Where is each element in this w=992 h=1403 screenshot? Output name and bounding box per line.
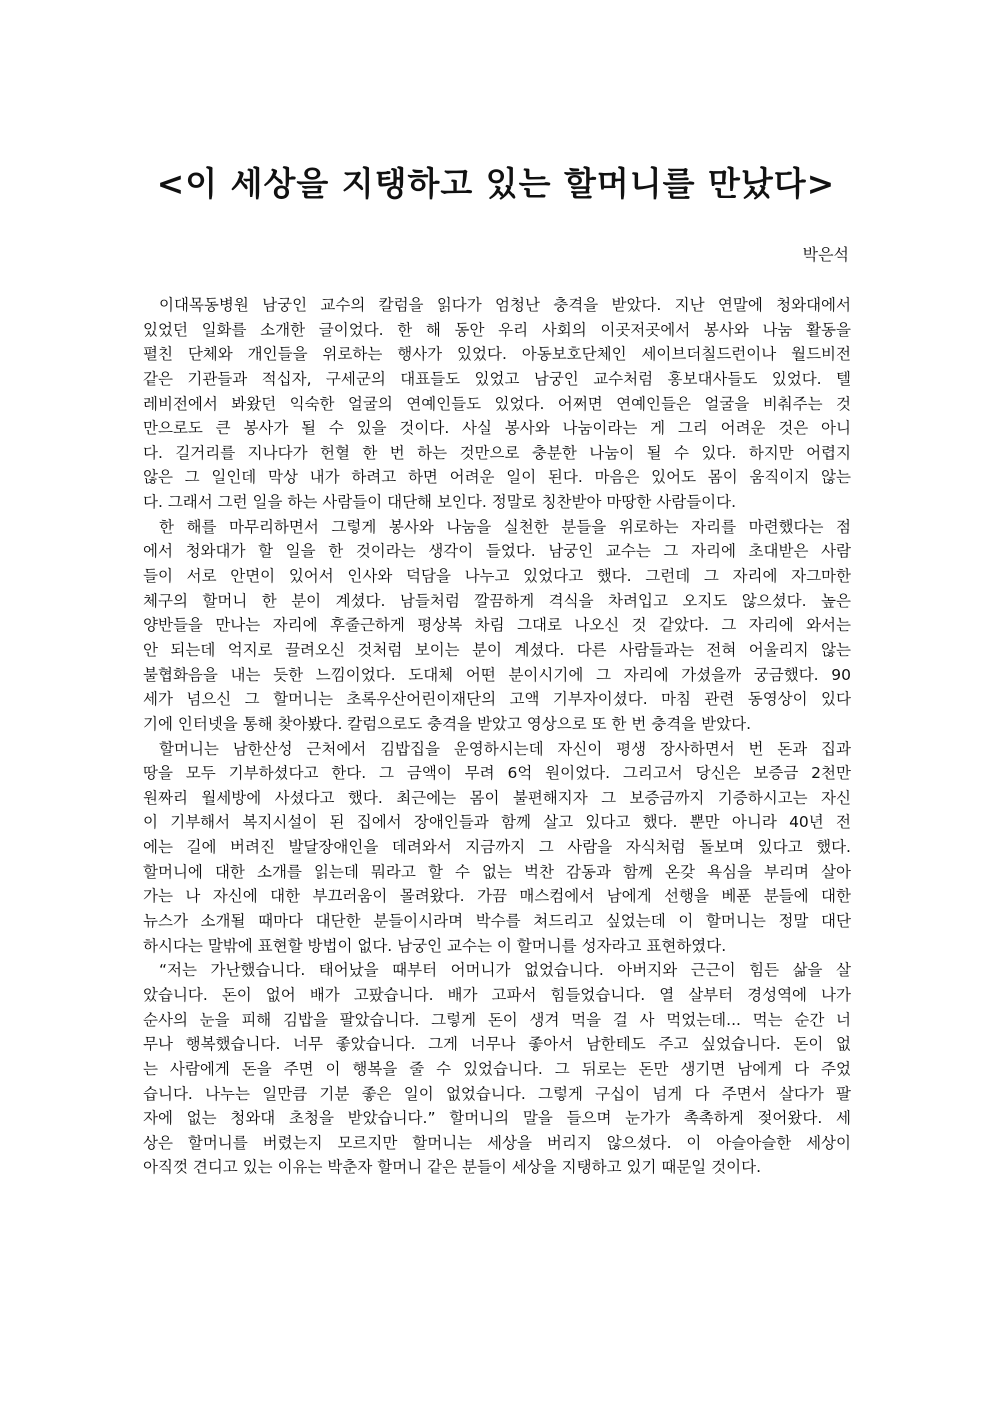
document-title: <이 세상을 지탱하고 있는 할머니를 만났다>: [156, 164, 836, 203]
paragraph-line: 양반들을 만나는 자리에 후줄근하게 평상복 차림 그대로 나오신 것 같았다. 그 자리에 와서는: [143, 616, 851, 635]
paragraph-line: 이 기부해서 복지시설이 된 집에서 장애인들과 함께 살고 있다고 했다. 뿐만 아니라 40년 전: [143, 813, 851, 832]
paragraph-line: 할머니에 대한 소개를 읽는데 뭐라고 할 수 없는 벅찬 감동과 함께 온갖 욕심을 부리며 살아: [143, 862, 851, 881]
paragraph-line: 상은 할머니를 버렸는지 모르지만 할머니는 세상을 버리지 않으셨다. 이 아슬아슬한 세상이: [143, 1133, 851, 1152]
paragraph-line: 는 사람에게 돈을 주면 이 행복을 줄 수 있었습니다. 그 뒤로는 돈만 생기면 남에게 다 주었: [143, 1059, 851, 1078]
paragraph-line: 하시다는 말밖에 표현할 방법이 없다. 남궁인 교수는 이 할머니를 성자라고 표현하였다.: [143, 936, 727, 955]
paragraph-line: 이대목동병원 남궁인 교수의 칼럼을 읽다가 엄청난 충격을 받았다. 지난 연말에 청와대에서: [159, 296, 851, 314]
paragraph-line: 다. 그래서 그런 일을 하는 사람들이 대단해 보인다. 정말로 칭찬받아 마땅한 사람들이다.: [143, 493, 737, 512]
paragraph-line: 기에 인터넷을 통해 찾아봤다. 칼럼으로도 충격을 받았고 영상으로 또 한 번 충격을 받았다.: [143, 714, 752, 733]
paragraph-line: 같은 기관들과 적십자, 구세군의 대표들도 있었고 남궁인 교수처럼 홍보대사들도 있었다. 텔: [143, 369, 851, 388]
paragraph-line: 땅을 모두 기부하셨다고 한다. 그 금액이 무려 6억 원이었다. 그리고서 당신은 보증금 2천만: [143, 764, 851, 783]
paragraph-line: 않은 그 일인데 막상 내가 하려고 하면 어려운 일이 된다. 마음은 있어도 몸이 움직이지 않는: [143, 468, 851, 487]
paragraph-line: 다. 길거리를 지나다가 헌혈 한 번 하는 것만으로 충분한 나눔이 될 수 있다. 하지만 어렵지: [143, 443, 851, 462]
paragraph-line: 들이 서로 안면이 있어서 인사와 덕담을 나누고 있었다고 했다. 그런데 그 자리에 자그마한: [143, 567, 851, 586]
paragraph-line: 뉴스가 소개될 때마다 대단한 분들이시라며 박수를 쳐드리고 싶었는데 이 할머니는 정말 대단: [143, 912, 851, 931]
paragraph-line: 한 해를 마무리하면서 그렇게 봉사와 나눔을 실천한 분들을 위로하는 자리를 마련했다는 점: [159, 517, 851, 536]
paragraph-line: 에서 청와대가 할 일을 한 것이라는 생각이 들었다. 남궁인 교수는 그 자리에 초대받은 사람: [143, 542, 851, 561]
paragraph-line: 무나 행복했습니다. 너무 좋았습니다. 그게 너무나 좋아서 남한테도 주고 싶었습니다. 돈이 없: [143, 1035, 851, 1054]
paragraph-line: 아직껏 견디고 있는 이유는 박춘자 할머니 같은 분들이 세상을 지탱하고 있기 때문일 것이다.: [143, 1158, 762, 1177]
paragraph-line: 원짜리 월세방에 사셨다고 했다. 최근에는 몸이 불편해지자 그 보증금까지 기증하시고는 자신: [143, 788, 851, 807]
paragraph-line: 있었던 일화를 소개한 글이었다. 한 해 동안 우리 사회의 이곳저곳에서 봉사와 나눔 활동을: [143, 320, 851, 339]
paragraph-line: 안 되는데 억지로 끌려오신 것처럼 보이는 분이 계셨다. 다른 사람들과는 전혀 어울리지 않는: [143, 640, 851, 659]
paragraph-line: 에는 길에 버려진 발달장애인을 데려와서 지금까지 그 사람을 자식처럼 돌보며 있다고 했다.: [143, 838, 851, 857]
document-body: [143, 293, 851, 1180]
paragraph-line: 레비전에서 봐왔던 익숙한 얼굴의 연예인들도 있었다. 어쩌면 연예인들은 얼굴을 비춰주는 것: [143, 394, 851, 413]
paragraph-line: 가는 나 자신에 대한 부끄러움이 몰려왔다. 가끔 매스컴에서 남에게 선행을 베푼 분들에 대한: [143, 887, 851, 906]
paragraph-line: 세가 넘으신 그 할머니는 초록우산어린이재단의 고액 기부자이셨다. 마침 관련 동영상이 있다: [143, 690, 851, 709]
paragraph-line: 펼친 단체와 개인들을 위로하는 행사가 있었다. 아동보호단체인 세이브더칠드런이나 월드비전: [143, 345, 851, 364]
paragraph-line: 았습니다. 돈이 없어 배가 고팠습니다. 배가 고파서 힘들었습니다. 열 살부터 경성역에 나가: [143, 985, 851, 1004]
author-name: 박은석: [802, 245, 849, 264]
paragraph-line: “저는 가난했습니다. 태어났을 때부터 어머니가 없었습니다. 아버지와 근근이 힘든 삶을 살: [159, 961, 851, 980]
paragraph-line: 만으로도 큰 봉사가 될 수 있을 것이다. 사실 봉사와 나눔이라는 게 그리 어려운 것은 아니: [143, 419, 851, 438]
paragraph-line: 자에 없는 청와대 초청을 받았습니다.” 할머니의 말을 들으며 눈가가 촉촉하게 젖어왔다. 세: [143, 1109, 851, 1128]
paragraph-line: 불협화음을 내는 듯한 느낌이었다. 도대체 어떤 분이시기에 그 자리에 가셨을까 궁금했다. 90: [143, 665, 851, 684]
paragraph-line: 할머니는 남한산성 근처에서 김밥집을 운영하시는데 자신이 평생 장사하면서 번 돈과 집과: [159, 739, 851, 758]
paragraph-line: 체구의 할머니 한 분이 계셨다. 남들처럼 깔끔하게 격식을 차려입고 오지도 않으셨다. 높은: [143, 591, 851, 610]
paragraph-line: 습니다. 나누는 일만큼 기분 좋은 일이 없었습니다. 그렇게 구십이 넘게 다 주면서 살다가 팔: [143, 1084, 851, 1103]
paragraph-line: 순사의 눈을 피해 김밥을 팔았습니다. 그렇게 돈이 생겨 먹을 걸 사 먹었는데... 먹는 순간 너: [143, 1010, 851, 1029]
